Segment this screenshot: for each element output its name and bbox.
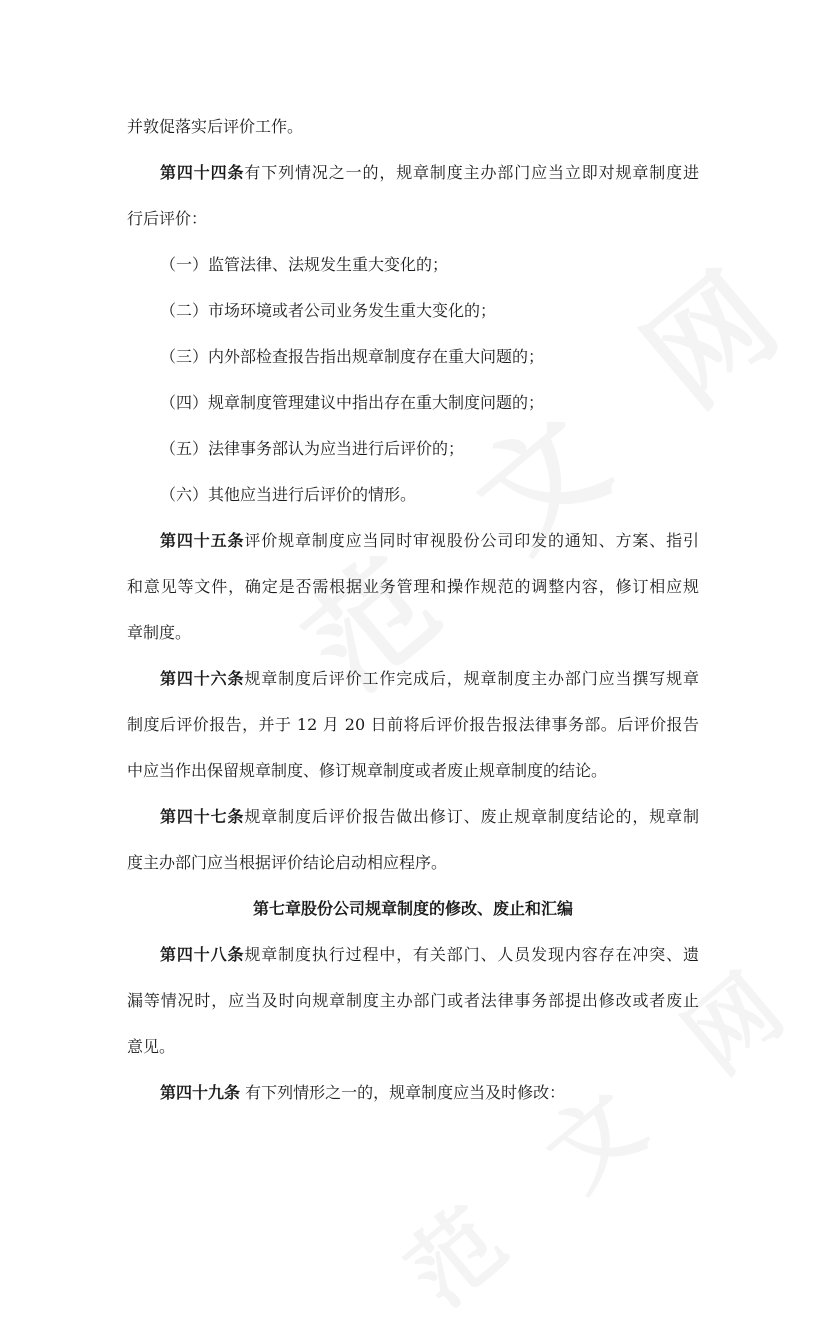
chapter-heading: 第七章股份公司规章制度的修改、废止和汇编 bbox=[252, 899, 573, 918]
article-44: 第四十四条有下列情况之一的，规章制度主办部门应当立即对规章制度进 bbox=[160, 163, 699, 182]
list-item: （六）其他应当进行后评价的情形。 bbox=[160, 485, 417, 504]
list-item: （五）法律事务部认为应当进行后评价的； bbox=[160, 439, 465, 458]
article-45-line: 章制度。 bbox=[127, 623, 192, 642]
article-46-line: 中应当作出保留规章制度、修订规章制度或者废止规章制度的结论。 bbox=[127, 761, 608, 780]
article-48-line: 意见。 bbox=[127, 1037, 176, 1056]
article-45-line: 和意见等文件，确定是否需根据业务管理和操作规范的调整内容，修订相应规 bbox=[127, 577, 699, 596]
article-48-line: 漏等情况时，应当及时向规章制度主办部门或者法律事务部提出修改或者废止 bbox=[127, 991, 699, 1010]
article-47: 第四十七条规章制度后评价报告做出修订、废止规章制度结论的，规章制 bbox=[160, 807, 699, 826]
paragraph-continuation: 并敦促落实后评价工作。 bbox=[127, 117, 304, 136]
article-44-line: 行后评价： bbox=[127, 209, 208, 228]
list-item: （一）监管法律、法规发生重大变化的； bbox=[160, 255, 449, 274]
article-number: 第四十九条 bbox=[160, 1083, 241, 1102]
article-46: 第四十六条规章制度后评价工作完成后，规章制度主办部门应当撰写规章 bbox=[160, 669, 699, 688]
article-45: 第四十五条评价规章制度应当同时审视股份公司印发的通知、方案、指引 bbox=[160, 531, 699, 550]
list-item: （四）规章制度管理建议中指出存在重大制度问题的； bbox=[160, 393, 545, 412]
article-46-line: 制度后评价报告，并于 12 月 20 日前将后评价报告报法律事务部。后评价报告 bbox=[127, 715, 699, 734]
article-number: 第四十六条 bbox=[160, 669, 245, 688]
article-number: 第四十五条 bbox=[160, 531, 245, 550]
article-48: 第四十八条规章制度执行过程中，有关部门、人员发现内容存在冲突、遗 bbox=[160, 945, 699, 964]
article-number: 第四十七条 bbox=[160, 807, 245, 826]
article-47-line: 度主办部门应当根据评价结论启动相应程序。 bbox=[127, 853, 448, 872]
article-number: 第四十四条 bbox=[160, 163, 245, 182]
list-item: （三）内外部检查报告指出规章制度存在重大问题的； bbox=[160, 347, 545, 366]
article-49: 第四十九条 有下列情形之一的，规章制度应当及时修改： bbox=[160, 1083, 566, 1102]
document-body bbox=[127, 104, 699, 1116]
list-item: （二）市场环境或者公司业务发生重大变化的； bbox=[160, 301, 497, 320]
article-number: 第四十八条 bbox=[160, 945, 245, 964]
